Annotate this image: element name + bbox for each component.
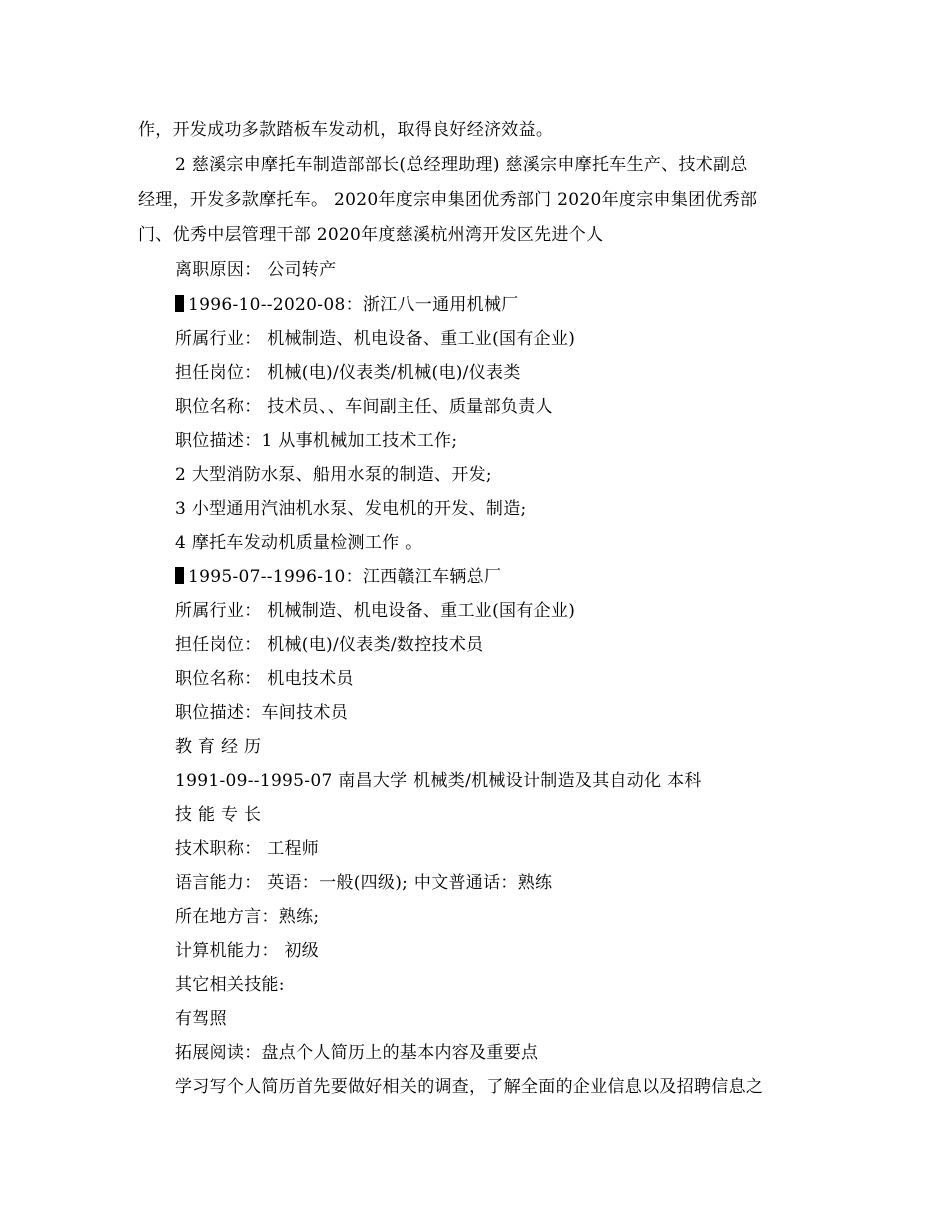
skill-line: 技术职称： 工程师 — [175, 839, 320, 859]
section-heading-education: 教育经历 — [175, 737, 267, 757]
paragraph-line: 作，开发成功多款踏板车发动机，取得良好经济效益。 — [138, 120, 554, 140]
job-description-line: 职位描述：1 从事机械加工技术工作; — [175, 431, 458, 451]
paragraph-line: 2 慈溪宗申摩托车制造部部长(总经理助理) 慈溪宗申摩托车生产、技术副总 — [175, 155, 748, 175]
education-entry: 1991-09--1995-07 南昌大学 机械类/机械设计制造及其自动化 本科 — [175, 771, 702, 791]
position-line: 担任岗位： 机械(电)/仪表类/机械(电)/仪表类 — [175, 363, 521, 383]
paragraph-line: 门、优秀中层管理干部 2020年度慈溪杭州湾开发区先进个人 — [138, 225, 604, 245]
job-description-line: 职位描述：车间技术员 — [175, 703, 348, 723]
skill-line: 其它相关技能: — [175, 975, 285, 995]
paragraph-line: 学习写个人简历首先要做好相关的调查，了解全面的企业信息以及招聘信息之 — [175, 1077, 764, 1097]
leave-reason: 离职原因： 公司转产 — [175, 260, 337, 280]
job-entry-title: 1995-07--1996-10：江西赣江车辆总厂 — [188, 567, 502, 587]
section-heading-skills: 技能专长 — [175, 805, 267, 825]
skill-line: 有驾照 — [175, 1009, 227, 1029]
industry-line: 所属行业： 机械制造、机电设备、重工业(国有企业) — [175, 601, 576, 621]
paragraph-line: 经理，开发多款摩托车。 2020年度宗申集团优秀部门 2020年度宗申集团优秀部 — [138, 190, 758, 210]
job-description-line: 2 大型消防水泵、船用水泵的制造、开发; — [175, 465, 492, 485]
position-line: 担任岗位： 机械(电)/仪表类/数控技术员 — [175, 635, 484, 655]
extended-reading-title: 拓展阅读：盘点个人简历上的基本内容及重要点 — [175, 1043, 539, 1063]
bullet-marker-icon — [175, 567, 184, 584]
job-entry-title: 1996-10--2020-08：浙江八一通用机械厂 — [188, 295, 519, 315]
bullet-marker-icon — [175, 295, 184, 312]
industry-line: 所属行业： 机械制造、机电设备、重工业(国有企业) — [175, 329, 576, 349]
job-title-line: 职位名称： 技术员、、车间副主任、质量部负责人 — [175, 397, 553, 417]
job-entry-heading — [175, 293, 519, 317]
job-description-line: 4 摩托车发动机质量检测工作 。 — [175, 533, 423, 553]
skill-line: 计算机能力： 初级 — [175, 941, 320, 961]
job-entry-heading — [175, 565, 501, 589]
job-title-line: 职位名称： 机电技术员 — [175, 669, 354, 689]
skill-line: 语言能力： 英语：一般(四级); 中文普通话：熟练 — [175, 873, 553, 893]
skill-line: 所在地方言：熟练; — [175, 907, 320, 927]
job-description-line: 3 小型通用汽油机水泵、发电机的开发、制造; — [175, 499, 527, 519]
